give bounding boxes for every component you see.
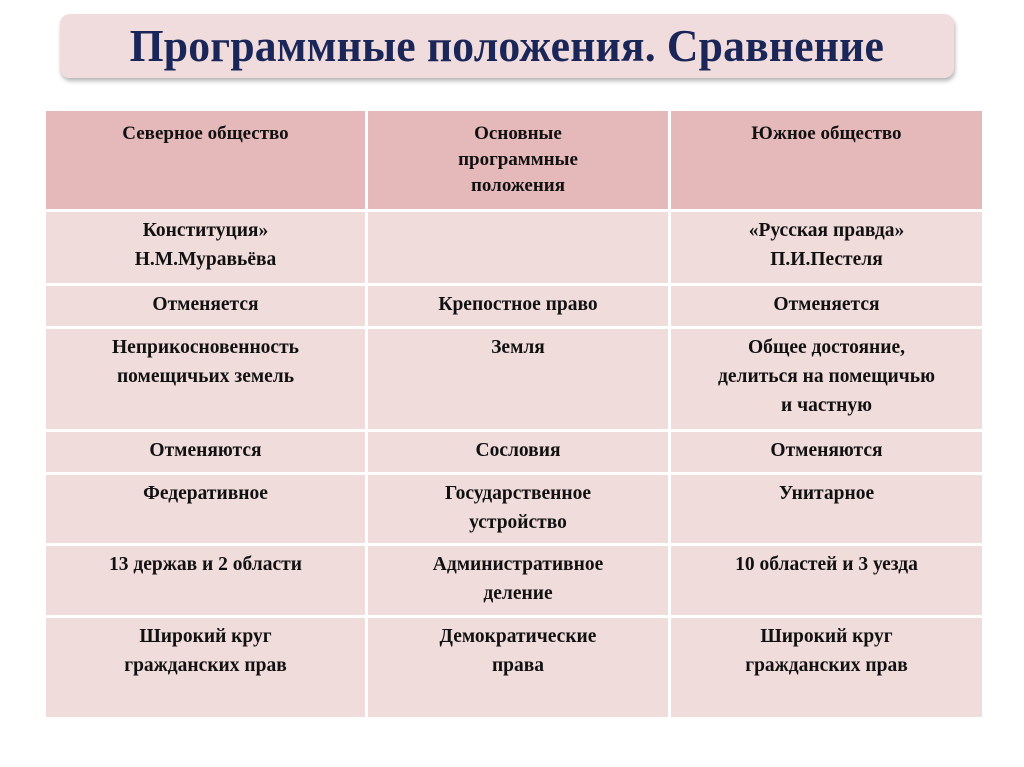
table-row (45, 431, 984, 474)
cell-line: права (491, 655, 545, 676)
cell-topic (367, 431, 670, 474)
cell-south (670, 474, 984, 545)
cell-line: Административное (432, 554, 604, 575)
table-row (45, 545, 984, 617)
cell-line: и частную (781, 395, 872, 416)
cell-topic (367, 545, 670, 617)
table-row (45, 474, 984, 545)
cell-line: устройство (469, 512, 567, 533)
header-line: программные (458, 149, 578, 170)
cell-line: П.И.Пестеля (770, 249, 883, 270)
header-line: положения (470, 175, 566, 196)
cell-line: Неприкосновенность (112, 337, 299, 358)
cell-line: Отменяются (770, 440, 883, 461)
cell-line: гражданских прав (124, 655, 287, 676)
cell-south (670, 285, 984, 328)
cell-line: Широкий круг (139, 626, 272, 647)
cell-line: Унитарное (778, 483, 875, 504)
cell-line: Земля (491, 337, 545, 358)
comparison-table (43, 108, 985, 720)
cell-line: помещичьих земель (116, 366, 295, 387)
cell-north (45, 431, 367, 474)
cell-line: 10 областей и 3 уезда (735, 554, 918, 575)
cell-line: 13 держав и 2 области (109, 554, 302, 575)
cell-topic (367, 211, 670, 285)
cell-line: Конституция» (142, 220, 269, 241)
cell-line: Отменяется (773, 294, 880, 315)
header-program-points (367, 110, 670, 211)
cell-north (45, 211, 367, 285)
table-row (45, 211, 984, 285)
header-north-society: Северное общество (45, 110, 367, 211)
cell-south (670, 431, 984, 474)
cell-line: деление (483, 583, 553, 604)
table-row (45, 285, 984, 328)
cell-north (45, 474, 367, 545)
cell-south (670, 545, 984, 617)
cell-line: Отменяется (152, 294, 259, 315)
cell-line: Демократические (439, 626, 597, 647)
cell-topic (367, 617, 670, 719)
cell-topic (367, 285, 670, 328)
cell-south (670, 211, 984, 285)
title-banner (60, 14, 954, 78)
header-line: Основные (474, 123, 562, 144)
cell-line: делиться на помещичью (718, 366, 935, 387)
table-row (45, 617, 984, 719)
cell-line: Н.М.Муравьёва (134, 249, 277, 270)
cell-line: Широкий круг (760, 626, 893, 647)
cell-north (45, 328, 367, 431)
cell-north (45, 617, 367, 719)
cell-north (45, 285, 367, 328)
cell-line: Отменяются (149, 440, 262, 461)
cell-line: Общее достояние, (747, 337, 906, 358)
cell-south (670, 617, 984, 719)
table-row (45, 328, 984, 431)
cell-line: Сословия (475, 440, 561, 461)
cell-line: Федеративное (143, 483, 268, 504)
cell-line: «Русская правда» (748, 220, 905, 241)
cell-line: гражданских прав (745, 655, 908, 676)
cell-topic (367, 474, 670, 545)
page-title: Программные положения. Сравнение (129, 21, 885, 71)
cell-south (670, 328, 984, 431)
header-south-society: Южное общество (670, 110, 984, 211)
cell-north (45, 545, 367, 617)
cell-topic (367, 328, 670, 431)
table-header-row (45, 110, 984, 211)
cell-line: Крепостное право (438, 294, 598, 315)
cell-line: Государственное (444, 483, 592, 504)
